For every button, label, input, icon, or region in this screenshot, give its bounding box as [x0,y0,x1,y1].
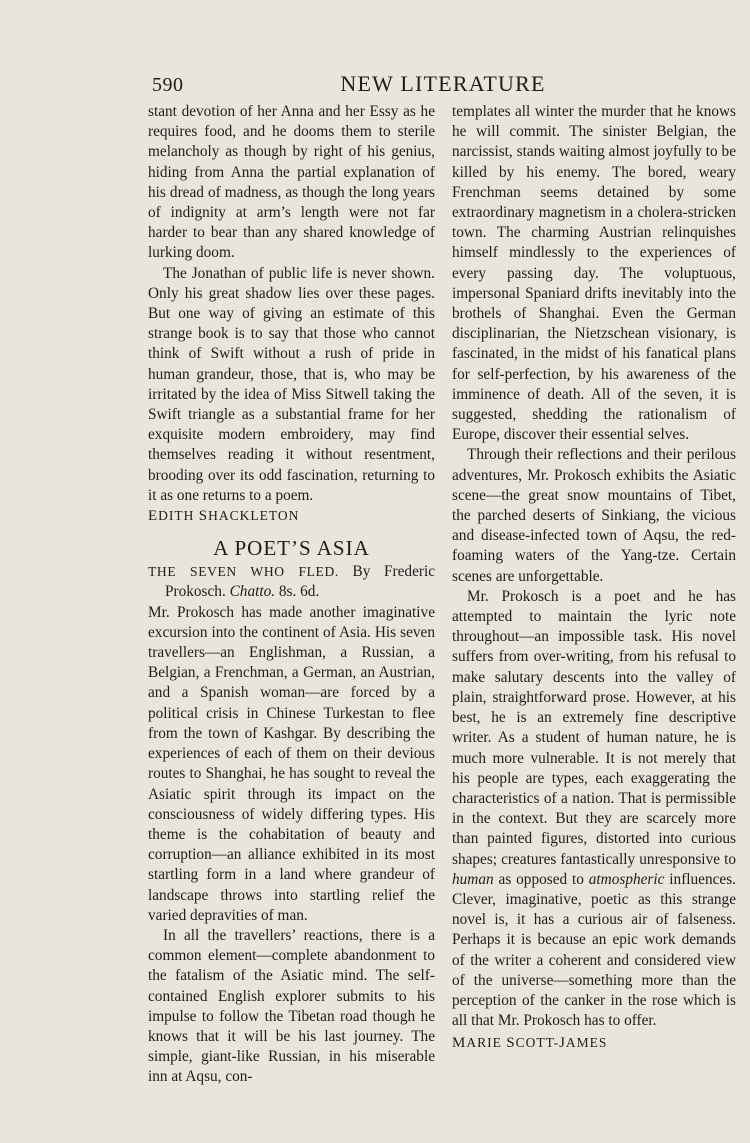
signature-initial: J [559,1035,566,1052]
reviewer-signature [452,1033,736,1053]
signature-part: AMES [565,1035,608,1051]
right-column [452,102,736,1054]
paragraph: In all the travellers’ reactions, there is a common element—complete abandonment to the fatalism of the Asiatic mind. The self-contained English explorer submits to his impulse to follow the Tibetan road though he knows that it will be his last journey. The simple, giant-like Russian, in his miserable inn at Aqsu, con- [148,926,435,1086]
book-entry [148,562,435,602]
reviewer-signature [148,506,435,526]
signature-part: ARIE [466,1035,507,1051]
page-header [150,70,736,100]
paragraph: Mr. Prokosch has made another imaginative excursion into the continent of Asia. His seven travellers—an Englishman, a Russian, a Belgian, a Frenchman, a German, an Austrian, and a Spanish woman—are forced by a political crisis in Chinese Turkestan to flee from the town of Kashgar. By describing the experiences of each of them on their devious routes to Shanghai, he has sought to reveal the Asiatic spirit through its impact on the consciousness of widely differing types. His theme is the cohabitation of beauty and corruption—an alliance exhibited in its most startling form in a land where grandeur of landscape throws into startling relief the varied depravities of man. [148,603,435,924]
signature-part: DITH [158,508,199,524]
left-column [148,102,435,1088]
paragraph: stant devotion of her Anna and her Essy as he requires food, and he dooms them to sterile melancholy as though by right of his genius, hiding from Anna the partial explanation of his dread of madness, as though the long years of indignity at arm’s length were not far harder to bear than any shared knowledge of lurking doom. [148,103,435,262]
signature-initial: E [148,508,159,525]
book-price: 8s. 6d. [275,583,320,601]
book-title: THE SEVEN WHO FLED. [148,564,339,580]
text-run: influences. Clever, imaginative, poetic as this strange novel is, it has a curious air of falseness. Perhaps it is because an epic work demands of the writer a coherent and considered view of the universe—something more than the perception of the canker in the rose which is all that Mr. Prokosch has to offer. [452,870,736,1030]
text-run: Mr. Prokosch is a poet and he has attempted to maintain the lyric note throughout—an impossible task. His novel suffers from over-writing, from his refusal to make salutary descents into the valley of plain, straightforward prose. However, at his best, he is an extremely fine descriptive writer. As a student of human nature, he is much more vulnerable. It is not merely that his people are types, each exaggerating the characteristics of a nation. That is permissible in the context. But they are scarcely more than painted figures, distorted into curious shapes; creatures fantastically unresponsive to [452,587,736,868]
signature-part: COTT- [515,1035,560,1051]
paragraph: Through their reflections and their perilous adventures, Mr. Prokosch exhibits the Asiatic scene—the great snow mountains of Tibet, the parched deserts of Sinkiang, the vicious and disease-infected town of Aqsu, the red-foaming waters of the Yang-tze. Certain scenes are unforgettable. [452,446,736,585]
emphasis: human [452,870,494,888]
paragraph: templates all winter the murder that he knows he will commit. The sinister Belgian, the narcissist, stands waiting almost joyfully to be killed by his enemy. The bored, weary Frenchman seems detained by some extraordinary magnetism in a cholera-stricken town. The charming Austrian relinquishes himself mindlessly to the experiences of every passing day. The voluptuous, impersonal Spaniard drifts inevitably into the brothels of Shanghai. Even the German disciplinarian, the Nietzschean visionary, is fascinated, in the midst of his fanatical plans for self-perfection, by his awareness of the imminence of death. All of the seven, it is suggested, shedding the rationalism of Europe, discover their essential selves. [452,103,736,444]
book-publisher: Chatto. [229,583,276,601]
section-title: A POET’S ASIA [213,536,370,561]
book-author: By Frederic Prokosch. [165,563,435,601]
page-number: 590 [152,74,184,96]
paragraph: The Jonathan of public life is never shown. Only his great shadow lies over these pages. But one way of giving an estimate of this strange book is to say that those who cannot think of Swift without a rush of pride in human grandeur, those, that is, who may be irritated by the idea of Miss Sitwell taking the Swift triangle as a substantial frame for her exquisite modern embroidery, may find themselves reading it without resentment, brooding over its odd fascination, returning to it as one returns to a poem. [148,264,435,504]
signature-initial: M [452,1035,467,1052]
text-run: as opposed to [493,870,589,888]
emphasis: atmospheric [588,870,665,888]
signature-part: HACKLETON [208,508,300,524]
paragraph [452,587,736,1031]
signature-initial: S [198,508,209,525]
running-head: NEW LITERATURE [340,71,546,96]
signature-initial: S [506,1035,516,1052]
